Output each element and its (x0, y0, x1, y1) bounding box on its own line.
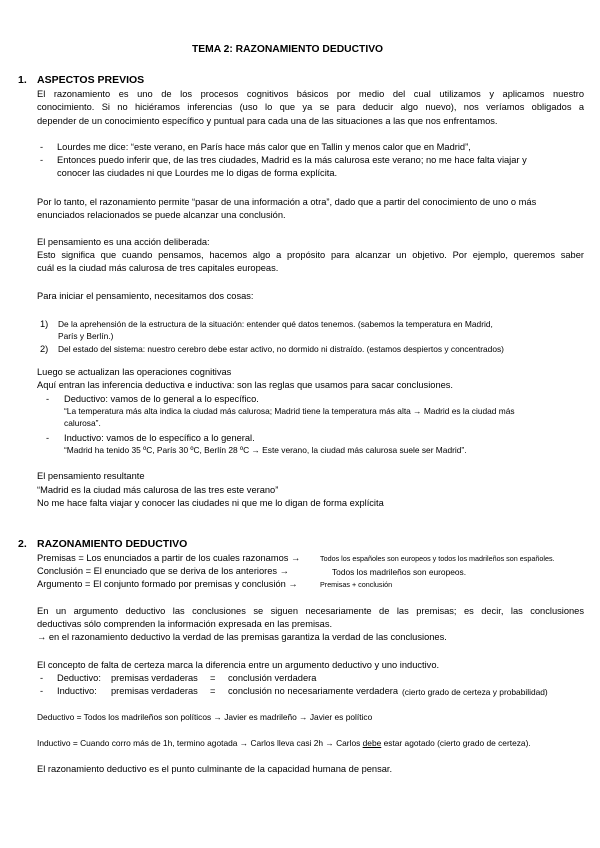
inductive-example (37, 737, 531, 749)
inductive-example-underlined: debe (362, 738, 382, 748)
bullet-text: conocer las ciudades ni que Lourdes me lo digas de forma explícita. (57, 168, 338, 178)
definition-note: Premisas + conclusión (320, 580, 393, 589)
numbered-marker: 2) (40, 344, 49, 354)
result-line: “Madrid es la ciudad más calurosa de las tres este verano” (37, 485, 279, 495)
argument-line: deductivas sólo comprenden la información expresada en las premisas. (37, 619, 333, 629)
numbered-marker: 1) (40, 319, 49, 329)
document-title: TEMA 2: RAZONAMIENTO DEDUCTIVO (192, 44, 384, 55)
intro-line: El razonamiento es uno de los procesos cognitivos básicos por medio del cual utilizamos y aplicamos nuestro (37, 89, 584, 99)
inductive-example-before: Inductivo = Cuando corro más de 1h, termino agotada → Carlos lleva casi 2h → Carlos (37, 738, 361, 748)
definition-note: Todos los españoles son europeos y todos los madrileños son españoles. (320, 554, 555, 563)
conclusion-line: Por lo tanto, el razonamiento permite “pasar de una información a otra”, dado que a partir del conocimiento de uno o más (37, 197, 537, 207)
certainty-text: El concepto de falta de certeza marca la diferencia entre un argumento deductivo y uno inductivo. (37, 660, 440, 670)
compare-result: conclusión verdadera (228, 673, 317, 683)
intro-line: conocimiento. Si no hiciéramos inferencias (uso lo que ya se para deducir algo nuevo), nos veríamos obligados a (37, 102, 584, 112)
numbered-text: De la aprehensión de la estructura de la situación: entender qué datos tenemos. (sabemos la temperatura en Madrid, (58, 319, 493, 329)
section-2-number: 2. (18, 538, 27, 550)
definition-text: Argumento = El conjunto formado por premisas y conclusión → (37, 579, 298, 589)
definition-text: Conclusión = El enunciado que se deriva de los anteriores → (37, 566, 289, 576)
ops-example: calurosa”. (64, 418, 101, 428)
bullet-text: Entonces puedo inferir que, de las tres ciudades, Madrid es la más calurosa este verano; no me hace falta viajar y (57, 155, 527, 165)
compare-note: (cierto grado de certeza y probabilidad) (402, 687, 548, 697)
final-statement: El razonamiento deductivo es el punto culminante de la capacidad humana de pensar. (37, 764, 393, 774)
ops-title: Luego se actualizan las operaciones cognitivas (37, 367, 232, 377)
start-text: Para iniciar el pensamiento, necesitamos dos cosas: (37, 291, 254, 301)
result-title: El pensamiento resultante (37, 471, 145, 481)
compare-equals: = (210, 673, 216, 683)
ops-label: Inductivo: vamos de lo específico a lo general. (64, 433, 255, 443)
bullet-dash: - (40, 155, 44, 165)
argument-line: → en el razonamiento deductivo la verdad de las premisas garantiza la verdad de las conclusiones. (37, 632, 447, 642)
compare-dash: - (40, 686, 44, 696)
numbered-text: Del estado del sistema: nuestro cerebro debe estar activo, no dormido ni distraído. (estamos despiertos y concentrados) (58, 344, 504, 354)
bullet-dash: - (40, 142, 44, 152)
deductive-example: Deductivo = Todos los madrileños son políticos → Javier es madrileño → Javier es político (37, 712, 373, 722)
compare-equals: = (210, 686, 216, 696)
section-1-number: 1. (18, 74, 27, 86)
ops-text: Aquí entran las inferencia deductiva e inductiva: son las reglas que usamos para sacar conclusiones. (37, 380, 454, 390)
ops-label: Deductivo: vamos de lo general a lo específico. (64, 394, 259, 404)
ops-example: “La temperatura más alta indica la ciudad más calurosa; Madrid tiene la temperatura más alta → Madrid es la ciudad más (64, 406, 515, 416)
compare-label: Inductivo: (57, 686, 97, 696)
deliberate-title: El pensamiento es una acción deliberada: (37, 237, 210, 247)
definition-text: Premisas = Los enunciados a partir de los cuales razonamos → (37, 553, 301, 563)
numbered-text: París y Berlín.) (58, 331, 114, 341)
deliberate-line: Esto significa que cuando pensamos, hacemos algo a propósito para alcanzar un objetivo. Por ejemplo, queremos saber (37, 250, 584, 260)
intro-line: depender de un conocimiento específico y puntual para cada una de las situaciones a las que nos enfrentamos. (37, 116, 498, 126)
compare-dash: - (40, 673, 44, 683)
ops-dash: - (46, 394, 50, 404)
ops-dash: - (46, 433, 50, 443)
result-line: No me hace falta viajar y conocer las ciudades ni que me lo digan de forma explícita (37, 498, 384, 508)
compare-premises: premisas verdaderas (111, 686, 198, 696)
definition-note: Todos los madrileños son europeos. (332, 567, 467, 577)
conclusion-line: enunciados relacionados se puede alcanzar una conclusión. (37, 210, 286, 220)
compare-result: conclusión no necesariamente verdadera (228, 686, 399, 696)
compare-label: Deductivo: (57, 673, 101, 683)
compare-premises: premisas verdaderas (111, 673, 198, 683)
ops-example: “Madrid ha tenido 35 ºC, París 30 ºC, Berlín 28 ºC → Este verano, la ciudad más calurosa suele ser Madrid”. (64, 445, 467, 455)
section-2-heading: RAZONAMIENTO DEDUCTIVO (37, 538, 188, 550)
inductive-example-after: estar agotado (cierto grado de certeza). (383, 738, 531, 748)
section-1-heading: ASPECTOS PREVIOS (37, 74, 145, 86)
bullet-text: Lourdes me dice: “este verano, en París hace más calor que en Tallin y menos calor que en Madrid”, (57, 142, 471, 152)
deliberate-line: cuál es la ciudad más calurosa de tres capitales europeas. (37, 263, 279, 273)
argument-line: En un argumento deductivo las conclusiones se siguen necesariamente de las premisas; es decir, las conclusiones (37, 606, 584, 616)
